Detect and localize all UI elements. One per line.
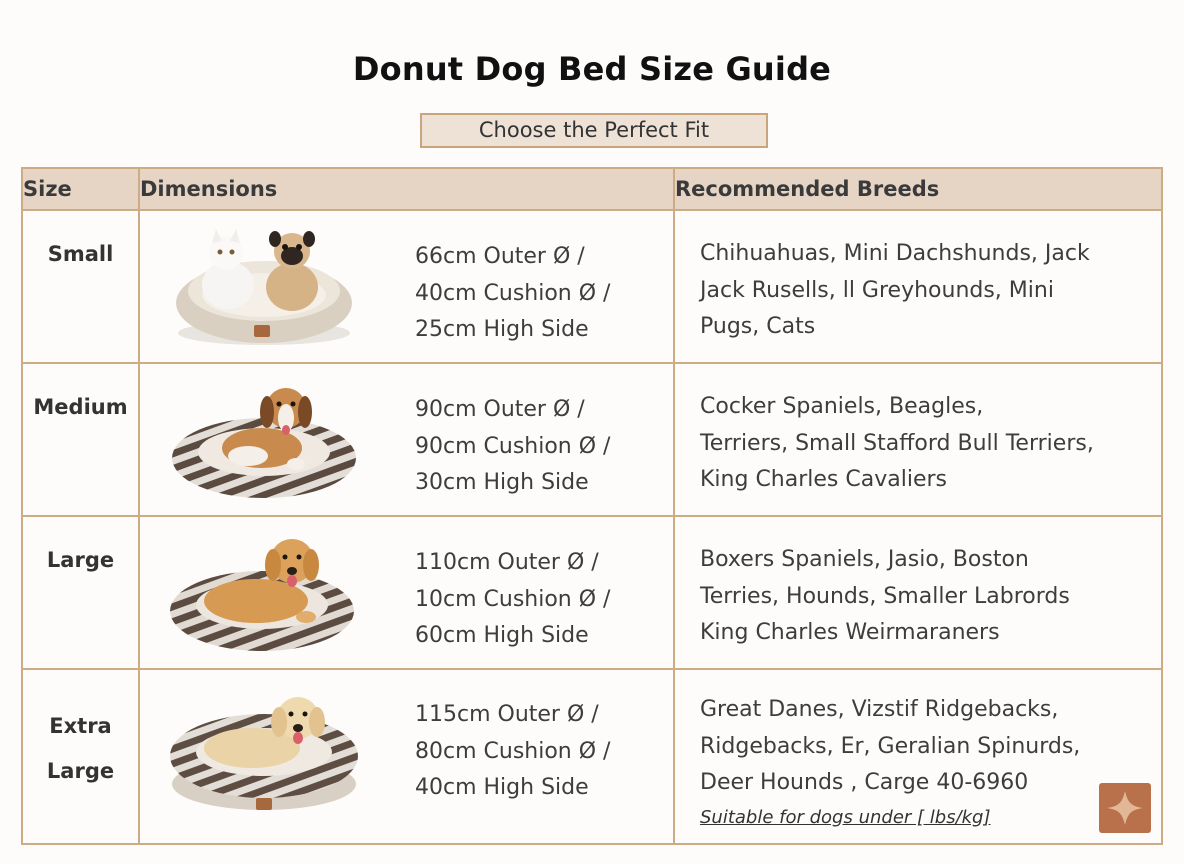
breeds-cell (674, 210, 1162, 363)
dimensions-text: 110cm Outer Ø / 10cm Cushion Ø / 60cm High Side (415, 550, 611, 648)
medium-bed-beagle-image (166, 378, 362, 502)
size-cell (22, 669, 139, 844)
dimensions-cell (139, 669, 674, 844)
dimensions-text: 66cm Outer Ø / 40cm Cushion Ø / 25cm High Side (415, 244, 611, 342)
subtitle-banner: Choose the Perfect Fit (420, 113, 768, 148)
dimensions-text: 90cm Outer Ø / 90cm Cushion Ø / 30cm High Side (415, 397, 611, 495)
header-row (22, 168, 1162, 210)
size-cell (22, 516, 139, 669)
size-label: Extra Large (46, 714, 115, 783)
breeds-cell (674, 516, 1162, 669)
brand-badge-icon (1099, 783, 1151, 833)
size-cell (22, 210, 139, 363)
size-cell (22, 363, 139, 516)
size-label: Large (46, 548, 115, 572)
header-size: Size (22, 168, 139, 210)
size-label: Small (47, 242, 114, 266)
extra-large-bed-labrador-image (166, 688, 362, 816)
dimensions-cell (139, 363, 674, 516)
size-label: Medium (33, 395, 128, 419)
table-row-medium (22, 363, 1162, 516)
dimensions-cell (139, 516, 674, 669)
small-bed-cat-pug-image (166, 225, 362, 349)
dimensions-text: 115cm Outer Ø / 80cm Cushion Ø / 40cm High Side (415, 702, 611, 800)
header-dimensions: Dimensions (139, 168, 674, 210)
breeds-text: Cocker Spaniels, Beagles, Terriers, Small Stafford Bull Terriers, King Charles Cavaliers (700, 394, 1094, 492)
table-row-large (22, 516, 1162, 669)
breeds-cell (674, 669, 1162, 844)
header-breeds: Recommended Breeds (674, 168, 1162, 210)
large-bed-golden-retriever-image (166, 531, 362, 655)
breeds-text: Boxers Spaniels, Jasio, Boston Terries, Hounds, Smaller Labrords King Charles Weirmaraners (700, 547, 1070, 645)
breeds-text: Chihuahuas, Mini Dachshunds, Jack Jack Rusells, ll Greyhounds, Mini Pugs, Cats (700, 241, 1090, 339)
breeds-text: Great Danes, Vizstif Ridgebacks, Ridgebacks, Er, Geralian Spinurds, Deer Hounds , Carge 40-6960 Suitable for dogs under [ lbs/kg] (675, 670, 1161, 830)
page-title: Donut Dog Bed Size Guide (352, 50, 832, 88)
table-row-small (22, 210, 1162, 363)
dimensions-cell (139, 210, 674, 363)
weight-note: Suitable for dogs under [ lbs/kg] (700, 806, 991, 828)
size-guide-table (21, 167, 1163, 845)
table-row-extra-large (22, 669, 1162, 844)
breeds-cell (674, 363, 1162, 516)
